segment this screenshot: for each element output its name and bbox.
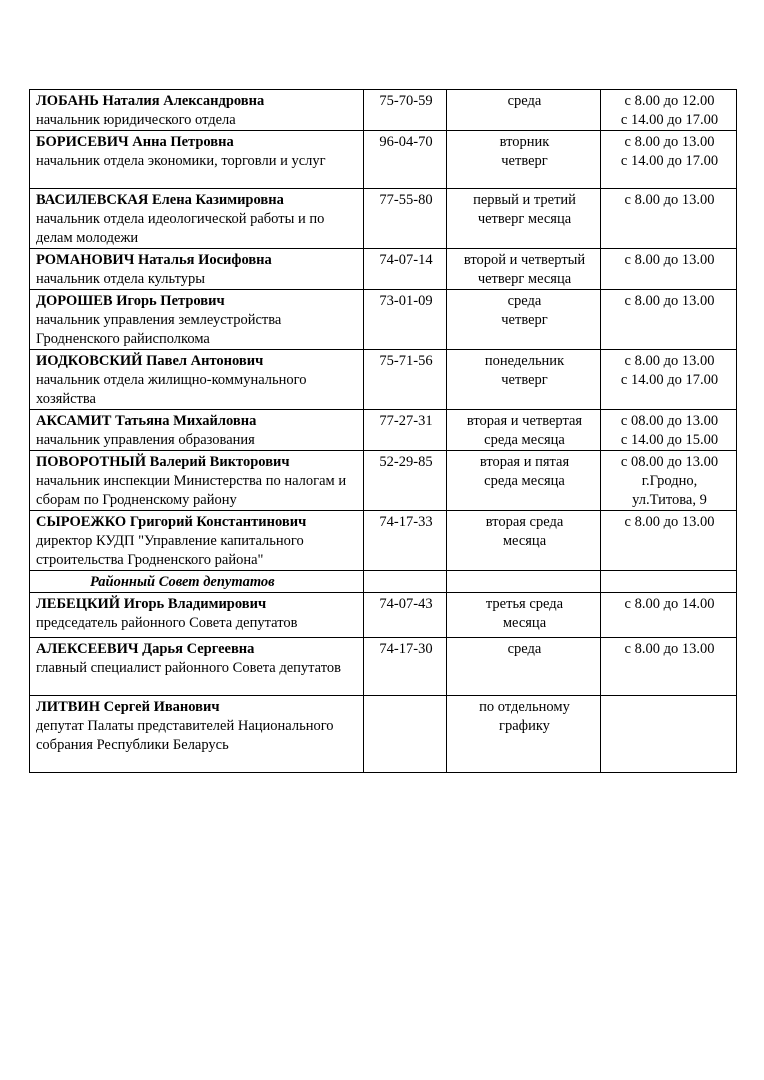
- reception-hours: [601, 249, 737, 290]
- official-surname: АКСАМИТ: [36, 413, 112, 429]
- official-cell: [30, 451, 364, 511]
- reception-day-line: первый и третий: [473, 192, 576, 208]
- reception-hours: [601, 350, 737, 410]
- official-cell: [30, 290, 364, 350]
- table-row: [30, 696, 737, 773]
- table-row: [30, 189, 737, 249]
- reception-day-line: среда: [507, 293, 542, 309]
- official-position: директор КУДП "Управление капитального строительства Гродненского района": [36, 533, 304, 568]
- table-row: [30, 90, 737, 131]
- official-surname: ЛИТВИН: [36, 699, 100, 715]
- official-surname: ДОРОШЕВ: [36, 293, 113, 309]
- reception-days: [447, 131, 601, 189]
- official-surname: ЛОБАНЬ: [36, 93, 99, 109]
- reception-hours: [601, 90, 737, 131]
- official-position: начальник отдела жилищно-коммунального хозяйства: [36, 372, 307, 407]
- reception-days: [447, 511, 601, 571]
- reception-hours-line: с 14.00 до 17.00: [620, 372, 719, 388]
- official-given-name: Наталия Александровна: [102, 93, 265, 109]
- reception-hours-line: с 8.00 до 13.00: [624, 192, 715, 208]
- official-surname: ВАСИЛЕВСКАЯ: [36, 192, 149, 208]
- reception-day-line: второй и четвертый: [463, 252, 586, 268]
- official-name: [36, 513, 359, 532]
- phone-number: 75-71-56: [364, 350, 447, 410]
- reception-day-line: вторник: [499, 134, 550, 150]
- official-cell: [30, 593, 364, 638]
- reception-hours: [601, 451, 737, 511]
- reception-schedule-table: [29, 89, 737, 773]
- official-given-name: Игорь Владимирович: [123, 596, 267, 612]
- official-given-name: Елена Казимировна: [151, 192, 284, 208]
- empty-cell: [447, 571, 601, 593]
- official-position: начальник отдела культуры: [36, 271, 205, 287]
- reception-day-line: графику: [499, 718, 550, 734]
- official-name: [36, 191, 359, 210]
- reception-days: [447, 350, 601, 410]
- reception-hours-line: с 8.00 до 13.00: [624, 134, 715, 150]
- official-position: депутат Палаты представителей Национального собрания Республики Беларусь: [36, 718, 334, 753]
- reception-day-line: четверг: [501, 372, 548, 388]
- reception-hours: [601, 593, 737, 638]
- phone-number: 74-07-43: [364, 593, 447, 638]
- reception-hours: [601, 189, 737, 249]
- official-given-name: Павел Антонович: [146, 353, 264, 369]
- reception-hours-line: с 8.00 до 13.00: [624, 514, 715, 530]
- reception-hours: [601, 131, 737, 189]
- reception-days: [447, 90, 601, 131]
- official-name: [36, 133, 359, 152]
- table-row: [30, 593, 737, 638]
- reception-days: [447, 696, 601, 773]
- official-cell: [30, 638, 364, 696]
- reception-day-line: четверг месяца: [477, 211, 572, 227]
- official-cell: [30, 189, 364, 249]
- official-name: [36, 292, 359, 311]
- official-name: [36, 92, 359, 111]
- table-row: [30, 410, 737, 451]
- official-position: начальник управления землеустройства Гродненского райисполкома: [36, 312, 282, 347]
- reception-hours-line: ул.Титова, 9: [632, 492, 707, 508]
- reception-day-line: месяца: [502, 615, 547, 631]
- reception-days: [447, 410, 601, 451]
- reception-hours-line: с 8.00 до 13.00: [624, 641, 715, 657]
- schedule-body: [30, 90, 737, 773]
- reception-hours-line: с 08.00 до 13.00: [620, 413, 719, 429]
- reception-hours-line: с 8.00 до 13.00: [624, 252, 715, 268]
- reception-hours-line: с 8.00 до 13.00: [624, 353, 715, 369]
- phone-number: 75-70-59: [364, 90, 447, 131]
- official-given-name: Валерий Викторович: [149, 454, 290, 470]
- reception-day-line: среда месяца: [484, 432, 565, 448]
- reception-hours: [601, 638, 737, 696]
- official-given-name: Дарья Сергеевна: [142, 641, 255, 657]
- reception-days: [447, 189, 601, 249]
- reception-day-line: вторая и пятая: [479, 454, 570, 470]
- reception-day-line: среда месяца: [484, 473, 565, 489]
- reception-day-line: третья среда: [485, 596, 564, 612]
- official-position: главный специалист районного Совета депутатов: [36, 660, 341, 676]
- official-name: [36, 453, 359, 472]
- official-surname: АЛЕКСЕЕВИЧ: [36, 641, 139, 657]
- reception-hours-line: с 14.00 до 15.00: [620, 432, 719, 448]
- reception-days: [447, 593, 601, 638]
- official-name: [36, 595, 359, 614]
- phone-number: 74-07-14: [364, 249, 447, 290]
- reception-days: [447, 249, 601, 290]
- reception-hours-line: с 08.00 до 13.00: [620, 454, 719, 470]
- reception-day-line: четверг месяца: [477, 271, 572, 287]
- empty-cell: [364, 571, 447, 593]
- official-cell: [30, 350, 364, 410]
- phone-number: 77-55-80: [364, 189, 447, 249]
- official-surname: РОМАНОВИЧ: [36, 252, 135, 268]
- official-cell: [30, 249, 364, 290]
- official-cell: [30, 90, 364, 131]
- reception-day-line: понедельник: [484, 353, 565, 369]
- reception-days: [447, 638, 601, 696]
- official-position: начальник юридического отдела: [36, 112, 236, 128]
- official-name: [36, 412, 359, 431]
- official-given-name: Сергей Иванович: [103, 699, 220, 715]
- official-given-name: Игорь Петрович: [116, 293, 225, 309]
- section-title: Районный Совет депутатов: [90, 574, 275, 590]
- empty-cell: [601, 571, 737, 593]
- official-position: начальник отдела идеологической работы и по делам молодежи: [36, 211, 325, 246]
- official-cell: [30, 511, 364, 571]
- reception-day-line: четверг: [501, 153, 548, 169]
- official-given-name: Анна Петровна: [132, 134, 234, 150]
- phone-number: 73-01-09: [364, 290, 447, 350]
- phone-number: [364, 696, 447, 773]
- phone-number: 74-17-30: [364, 638, 447, 696]
- reception-hours-line: с 8.00 до 13.00: [624, 293, 715, 309]
- table-row: [30, 249, 737, 290]
- reception-hours-line: г.Гродно,: [641, 473, 698, 489]
- table-row: [30, 350, 737, 410]
- reception-day-line: вторая и четвертая: [466, 413, 583, 429]
- official-name: [36, 698, 359, 717]
- official-name: [36, 352, 359, 371]
- phone-number: 77-27-31: [364, 410, 447, 451]
- official-surname: ИОДКОВСКИЙ: [36, 353, 143, 369]
- reception-hours-line: с 8.00 до 14.00: [624, 596, 715, 612]
- reception-day-line: месяца: [502, 533, 547, 549]
- phone-number: 74-17-33: [364, 511, 447, 571]
- reception-hours-line: с 14.00 до 17.00: [620, 112, 719, 128]
- section-header-row: [30, 571, 737, 593]
- official-position: начальник отдела экономики, торговли и услуг: [36, 153, 326, 169]
- official-position: начальник управления образования: [36, 432, 255, 448]
- reception-day-line: среда: [507, 641, 542, 657]
- official-cell: [30, 696, 364, 773]
- reception-days: [447, 290, 601, 350]
- reception-hours: [601, 696, 737, 773]
- official-position: председатель районного Совета депутатов: [36, 615, 298, 631]
- official-name: [36, 640, 359, 659]
- reception-hours: [601, 410, 737, 451]
- official-given-name: Наталья Иосифовна: [137, 252, 272, 268]
- official-surname: ПОВОРОТНЫЙ: [36, 454, 147, 470]
- official-name: [36, 251, 359, 270]
- official-position: начальник инспекции Министерства по налогам и сборам по Гродненскому району: [36, 473, 347, 508]
- reception-day-line: четверг: [501, 312, 548, 328]
- official-given-name: Григорий Константинович: [129, 514, 307, 530]
- table-row: [30, 131, 737, 189]
- phone-number: 96-04-70: [364, 131, 447, 189]
- table-row: [30, 451, 737, 511]
- reception-day-line: вторая среда: [485, 514, 564, 530]
- reception-hours: [601, 290, 737, 350]
- reception-hours-line: с 14.00 до 17.00: [620, 153, 719, 169]
- reception-days: [447, 451, 601, 511]
- official-surname: СЫРОЕЖКО: [36, 514, 127, 530]
- official-given-name: Татьяна Михайловна: [115, 413, 257, 429]
- official-surname: БОРИСЕВИЧ: [36, 134, 129, 150]
- table-row: [30, 290, 737, 350]
- section-header-cell: [30, 571, 364, 593]
- reception-hours: [601, 511, 737, 571]
- table-row: [30, 638, 737, 696]
- official-surname: ЛЕБЕЦКИЙ: [36, 596, 121, 612]
- official-cell: [30, 131, 364, 189]
- table-row: [30, 511, 737, 571]
- reception-day-line: среда: [507, 93, 542, 109]
- reception-day-line: по отдельному: [479, 699, 570, 715]
- phone-number: 52-29-85: [364, 451, 447, 511]
- reception-hours-line: с 8.00 до 12.00: [624, 93, 715, 109]
- official-cell: [30, 410, 364, 451]
